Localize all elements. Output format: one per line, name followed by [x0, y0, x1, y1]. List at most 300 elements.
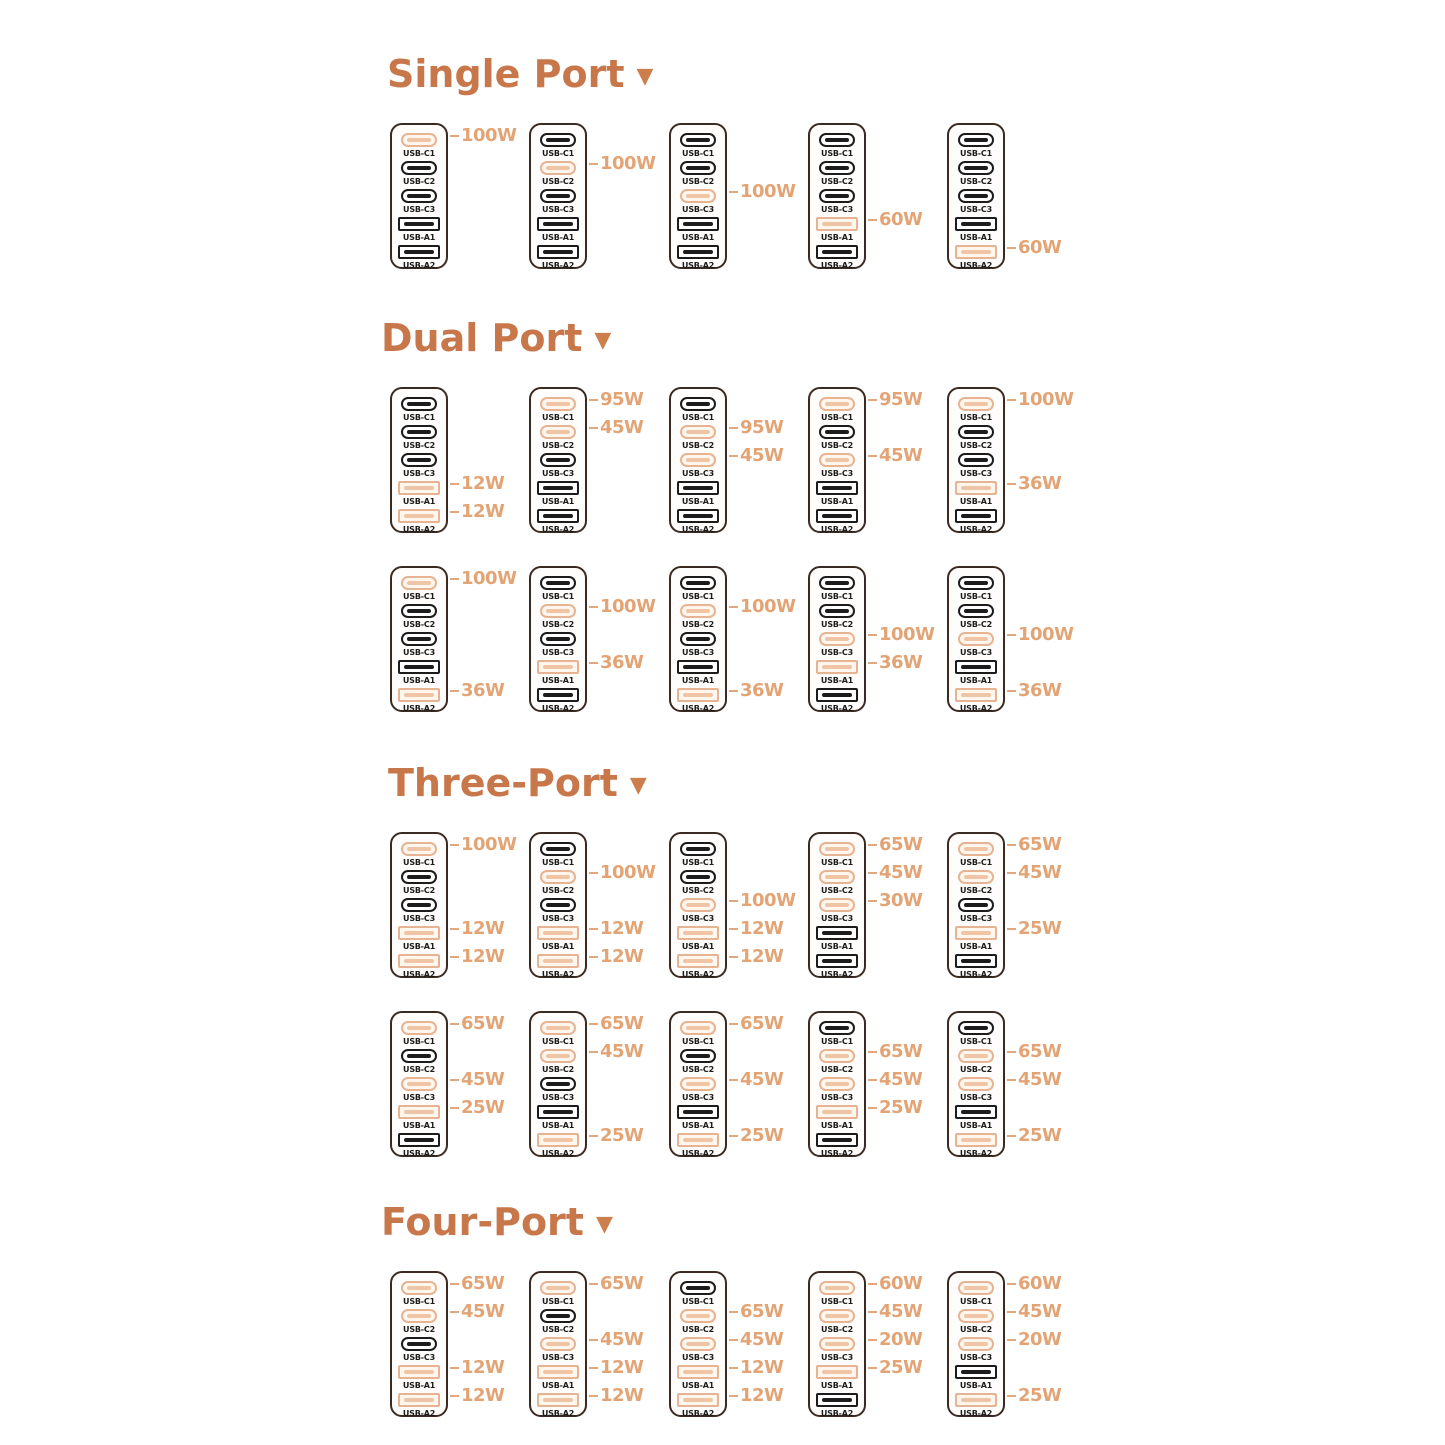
usb-c-port [392, 632, 446, 660]
usb-a-port-active [531, 954, 585, 982]
usb-c-port-active [531, 604, 585, 632]
leader-line [450, 1283, 459, 1285]
port-label: USB-C2 [542, 177, 574, 186]
wattage-callout [1007, 862, 1061, 884]
usb-c-icon [401, 1309, 437, 1323]
usb-a-icon [398, 926, 440, 940]
usb-c-port-active [671, 1309, 725, 1337]
usb-a-port [810, 954, 864, 982]
wattage-callout [589, 1013, 643, 1035]
port-label: USB-A1 [681, 1381, 715, 1390]
usb-c-icon [958, 1021, 994, 1035]
usb-a-icon [955, 688, 997, 702]
usb-a-icon [537, 509, 579, 523]
charger-config [947, 566, 1005, 712]
port-label: USB-C3 [960, 914, 992, 923]
usb-a-port-active [392, 481, 446, 509]
usb-a-icon [537, 1393, 579, 1407]
port-label: USB-A1 [541, 676, 575, 685]
usb-a-icon [677, 217, 719, 231]
usb-a-icon [677, 509, 719, 523]
port-label: USB-C1 [542, 1297, 574, 1306]
usb-c-port [531, 1077, 585, 1105]
wattage-callout [729, 417, 783, 439]
leader-line [589, 662, 598, 664]
usb-c-icon [958, 898, 994, 912]
leader-line [589, 1367, 598, 1369]
port-label: USB-A2 [959, 704, 993, 713]
usb-c-icon [958, 1281, 994, 1295]
usb-a-icon [398, 660, 440, 674]
port-label: USB-C2 [403, 177, 435, 186]
usb-a-icon [677, 660, 719, 674]
usb-c-port [392, 1049, 446, 1077]
port-label: USB-C3 [960, 648, 992, 657]
wattage-value: 65W [740, 1301, 784, 1322]
port-label: USB-A2 [959, 970, 993, 979]
leader-line [450, 1079, 459, 1081]
port-label: USB-C1 [960, 149, 992, 158]
usb-a-port [810, 509, 864, 537]
wattage-callout [450, 125, 516, 147]
usb-a-port [810, 245, 864, 273]
usb-a-icon [398, 954, 440, 968]
usb-c-port-active [949, 632, 1003, 660]
charger-config [808, 1011, 866, 1157]
wattage-value: 12W [740, 1385, 784, 1406]
usb-c-icon [680, 161, 716, 175]
leader-line [450, 483, 459, 485]
usb-a-port [531, 1105, 585, 1133]
port-label: USB-A2 [681, 525, 715, 534]
port-label: USB-C3 [821, 469, 853, 478]
usb-c-port [810, 576, 864, 604]
port-label: USB-C1 [542, 858, 574, 867]
usb-c-icon [958, 1337, 994, 1351]
port-label: USB-C1 [821, 413, 853, 422]
charger-config [529, 123, 587, 269]
usb-c-port [949, 453, 1003, 481]
usb-a-port [810, 481, 864, 509]
usb-c-icon [540, 1309, 576, 1323]
wattage-value: 100W [461, 125, 517, 146]
port-label: USB-C2 [960, 177, 992, 186]
port-label: USB-C1 [960, 413, 992, 422]
wattage-value: 60W [1018, 1273, 1062, 1294]
leader-line [868, 219, 877, 221]
wattage-callout [589, 1041, 643, 1063]
leader-line [729, 427, 738, 429]
section-title-1 [387, 52, 653, 99]
wattage-value: 65W [461, 1273, 505, 1294]
usb-c-icon [958, 453, 994, 467]
usb-a-icon [816, 217, 858, 231]
port-label: USB-C2 [542, 1325, 574, 1334]
wattage-value: 45W [740, 1069, 784, 1090]
usb-a-icon [816, 1365, 858, 1379]
usb-c-port-active [392, 1077, 446, 1105]
wattage-value: 100W [600, 862, 656, 883]
port-label: USB-C3 [403, 1353, 435, 1362]
wattage-callout [450, 1013, 504, 1035]
usb-c-icon [958, 425, 994, 439]
wattage-value: 25W [1018, 918, 1062, 939]
wattage-callout [868, 1041, 922, 1063]
usb-a-icon [677, 954, 719, 968]
usb-a-port-active [392, 1105, 446, 1133]
port-label: USB-C3 [682, 1353, 714, 1362]
port-label: USB-C1 [960, 1037, 992, 1046]
wattage-callout [729, 1301, 783, 1323]
wattage-value: 45W [600, 1329, 644, 1350]
port-label: USB-C2 [403, 1065, 435, 1074]
usb-c-icon [680, 870, 716, 884]
charger-config [390, 1271, 448, 1417]
usb-a-port-active [949, 481, 1003, 509]
usb-c-port [949, 161, 1003, 189]
leader-line [1007, 399, 1016, 401]
usb-a-icon [398, 481, 440, 495]
charger-config [529, 832, 587, 978]
port-label: USB-C2 [542, 441, 574, 450]
wattage-callout [868, 1357, 922, 1379]
usb-a-port-active [949, 688, 1003, 716]
usb-a-icon [537, 245, 579, 259]
usb-a-port [392, 660, 446, 688]
usb-a-icon [816, 926, 858, 940]
usb-c-port-active [810, 1077, 864, 1105]
wattage-value: 12W [740, 918, 784, 939]
usb-a-port-active [531, 1365, 585, 1393]
wattage-callout [729, 1357, 783, 1379]
wattage-value: 36W [461, 680, 505, 701]
leader-line [450, 511, 459, 513]
usb-a-port-active [531, 660, 585, 688]
usb-c-icon [401, 898, 437, 912]
usb-c-icon [680, 1077, 716, 1091]
leader-line [1007, 1051, 1016, 1053]
usb-c-icon [680, 425, 716, 439]
wattage-value: 45W [879, 1301, 923, 1322]
wattage-value: 20W [879, 1329, 923, 1350]
charger-config [669, 832, 727, 978]
wattage-callout [1007, 624, 1073, 646]
charger-config [947, 832, 1005, 978]
wattage-callout [868, 1273, 922, 1295]
port-label: USB-A2 [681, 1409, 715, 1418]
usb-a-port-active [531, 1133, 585, 1161]
usb-c-port-active [671, 1337, 725, 1365]
usb-c-icon [540, 842, 576, 856]
usb-a-port [392, 1133, 446, 1161]
wattage-value: 12W [740, 946, 784, 967]
leader-line [1007, 483, 1016, 485]
port-label: USB-A1 [959, 942, 993, 951]
usb-c-port-active [810, 453, 864, 481]
usb-c-port [531, 576, 585, 604]
usb-c-port [671, 842, 725, 870]
port-label: USB-A2 [820, 261, 854, 270]
usb-c-icon [540, 870, 576, 884]
usb-a-port-active [392, 954, 446, 982]
leader-line [1007, 1395, 1016, 1397]
port-label: USB-C2 [821, 441, 853, 450]
wattage-callout [868, 1097, 922, 1119]
wattage-callout [868, 209, 922, 231]
charger-config [529, 1011, 587, 1157]
leader-line [1007, 1339, 1016, 1341]
port-label: USB-A2 [681, 261, 715, 270]
charger-config [529, 566, 587, 712]
charger-config [947, 1271, 1005, 1417]
port-label: USB-A2 [820, 704, 854, 713]
usb-a-port [949, 217, 1003, 245]
usb-c-icon [540, 576, 576, 590]
usb-c-icon [401, 576, 437, 590]
port-label: USB-A1 [541, 233, 575, 242]
usb-c-icon [680, 842, 716, 856]
usb-c-icon [958, 632, 994, 646]
usb-c-icon [958, 189, 994, 203]
leader-line [589, 956, 598, 958]
usb-c-icon [958, 842, 994, 856]
usb-c-port [392, 189, 446, 217]
usb-c-port [671, 632, 725, 660]
usb-c-icon [680, 898, 716, 912]
usb-a-port-active [810, 1105, 864, 1133]
usb-c-icon [680, 1337, 716, 1351]
wattage-value: 65W [879, 1041, 923, 1062]
usb-c-icon [401, 189, 437, 203]
wattage-callout [1007, 918, 1061, 940]
usb-c-icon [401, 1281, 437, 1295]
leader-line [589, 1051, 598, 1053]
usb-a-icon [677, 1365, 719, 1379]
usb-c-port [810, 133, 864, 161]
usb-c-icon [680, 576, 716, 590]
usb-a-icon [955, 1393, 997, 1407]
port-label: USB-C2 [960, 620, 992, 629]
usb-a-icon [955, 660, 997, 674]
port-label: USB-C3 [821, 205, 853, 214]
usb-a-port-active [810, 1365, 864, 1393]
usb-c-port-active [949, 1281, 1003, 1309]
wattage-value: 60W [879, 209, 923, 230]
port-label: USB-A2 [541, 1149, 575, 1158]
leader-line [868, 1079, 877, 1081]
leader-line [450, 1023, 459, 1025]
port-label: USB-A2 [681, 1149, 715, 1158]
wattage-callout [589, 153, 655, 175]
wattage-value: 12W [600, 1385, 644, 1406]
port-label: USB-C3 [542, 469, 574, 478]
usb-c-icon [819, 161, 855, 175]
leader-line [1007, 634, 1016, 636]
leader-line [1007, 1135, 1016, 1137]
wattage-callout [868, 1329, 922, 1351]
usb-a-icon [955, 1105, 997, 1119]
usb-c-port-active [531, 397, 585, 425]
port-label: USB-C2 [821, 886, 853, 895]
usb-c-port [810, 161, 864, 189]
port-label: USB-C2 [403, 441, 435, 450]
port-label: USB-A1 [402, 233, 436, 242]
usb-c-port [392, 453, 446, 481]
usb-c-port-active [671, 898, 725, 926]
usb-c-port [531, 632, 585, 660]
wattage-value: 60W [879, 1273, 923, 1294]
usb-c-icon [819, 898, 855, 912]
port-label: USB-C3 [682, 205, 714, 214]
wattage-value: 45W [1018, 1301, 1062, 1322]
usb-c-icon [958, 576, 994, 590]
port-label: USB-A2 [681, 970, 715, 979]
section-title-text: Single Port [387, 52, 625, 96]
wattage-value: 45W [600, 417, 644, 438]
usb-c-icon [819, 1337, 855, 1351]
usb-c-icon [819, 576, 855, 590]
usb-c-port [810, 189, 864, 217]
port-label: USB-C3 [682, 648, 714, 657]
leader-line [589, 427, 598, 429]
usb-c-port-active [671, 425, 725, 453]
usb-c-icon [401, 1049, 437, 1063]
leader-line [450, 1311, 459, 1313]
port-label: USB-C2 [821, 1325, 853, 1334]
port-label: USB-C1 [682, 592, 714, 601]
usb-c-icon [958, 1077, 994, 1091]
leader-line [450, 844, 459, 846]
wattage-value: 95W [600, 389, 644, 410]
usb-a-icon [677, 688, 719, 702]
usb-c-port-active [949, 842, 1003, 870]
usb-c-icon [401, 1337, 437, 1351]
port-label: USB-C2 [821, 1065, 853, 1074]
leader-line [868, 1339, 877, 1341]
usb-c-port [392, 604, 446, 632]
leader-line [868, 1311, 877, 1313]
wattage-value: 25W [461, 1097, 505, 1118]
triangle-down-icon: ▼ [629, 772, 647, 798]
usb-a-port-active [671, 688, 725, 716]
usb-a-port [531, 509, 585, 537]
port-label: USB-A2 [541, 1409, 575, 1418]
port-label: USB-C1 [542, 149, 574, 158]
usb-a-icon [816, 481, 858, 495]
usb-a-icon [398, 509, 440, 523]
usb-c-port [810, 425, 864, 453]
port-label: USB-C1 [682, 1297, 714, 1306]
wattage-callout [868, 652, 922, 674]
wattage-value: 25W [600, 1125, 644, 1146]
usb-a-icon [537, 217, 579, 231]
charger-config [529, 387, 587, 533]
port-label: USB-C2 [682, 177, 714, 186]
leader-line [868, 900, 877, 902]
port-label: USB-A1 [681, 676, 715, 685]
charger-config [669, 1011, 727, 1157]
port-label: USB-C3 [403, 1093, 435, 1102]
port-label: USB-A2 [402, 970, 436, 979]
usb-c-icon [958, 161, 994, 175]
usb-c-port-active [810, 397, 864, 425]
port-label: USB-C3 [403, 469, 435, 478]
port-label: USB-C3 [960, 1093, 992, 1102]
usb-c-port [392, 1337, 446, 1365]
usb-c-port [392, 161, 446, 189]
usb-a-icon [677, 1105, 719, 1119]
port-label: USB-C1 [542, 413, 574, 422]
port-label: USB-C3 [403, 914, 435, 923]
usb-a-icon [816, 1105, 858, 1119]
wattage-callout [868, 1069, 922, 1091]
usb-a-icon [955, 926, 997, 940]
port-label: USB-C2 [403, 1325, 435, 1334]
wattage-callout [729, 1069, 783, 1091]
usb-a-icon [537, 1365, 579, 1379]
usb-c-icon [401, 453, 437, 467]
port-label: USB-C3 [682, 1093, 714, 1102]
usb-c-port-active [671, 1021, 725, 1049]
wattage-callout [450, 1097, 504, 1119]
usb-c-port-active [531, 1021, 585, 1049]
usb-a-port-active [810, 660, 864, 688]
usb-a-port-active [392, 926, 446, 954]
leader-line [450, 928, 459, 930]
usb-c-port-active [531, 870, 585, 898]
usb-c-port [392, 397, 446, 425]
port-label: USB-A1 [402, 942, 436, 951]
usb-a-port [671, 245, 725, 273]
port-label: USB-C2 [682, 441, 714, 450]
usb-c-icon [680, 453, 716, 467]
port-label: USB-C2 [542, 886, 574, 895]
port-label: USB-C1 [960, 858, 992, 867]
port-label: USB-A1 [959, 497, 993, 506]
usb-a-icon [677, 1393, 719, 1407]
usb-c-icon [958, 1309, 994, 1323]
wattage-value: 20W [1018, 1329, 1062, 1350]
wattage-value: 12W [461, 946, 505, 967]
usb-c-icon [819, 1309, 855, 1323]
usb-a-icon [816, 954, 858, 968]
wattage-value: 45W [879, 862, 923, 883]
port-label: USB-C2 [682, 1325, 714, 1334]
port-label: USB-C3 [821, 648, 853, 657]
usb-a-icon [398, 1133, 440, 1147]
wattage-value: 25W [1018, 1125, 1062, 1146]
wattage-value: 45W [740, 445, 784, 466]
usb-c-port-active [531, 161, 585, 189]
usb-a-icon [955, 481, 997, 495]
port-label: USB-A1 [402, 1121, 436, 1130]
wattage-callout [729, 918, 783, 940]
usb-a-port [671, 481, 725, 509]
wattage-value: 45W [879, 445, 923, 466]
usb-c-port [949, 1021, 1003, 1049]
usb-c-port-active [810, 1337, 864, 1365]
usb-c-port-active [949, 1337, 1003, 1365]
usb-a-port [949, 509, 1003, 537]
wattage-callout [868, 389, 922, 411]
leader-line [450, 135, 459, 137]
leader-line [1007, 844, 1016, 846]
wattage-callout [450, 568, 516, 590]
port-label: USB-A1 [402, 1381, 436, 1390]
leader-line [450, 1395, 459, 1397]
usb-a-icon [398, 688, 440, 702]
port-label: USB-A2 [820, 1409, 854, 1418]
